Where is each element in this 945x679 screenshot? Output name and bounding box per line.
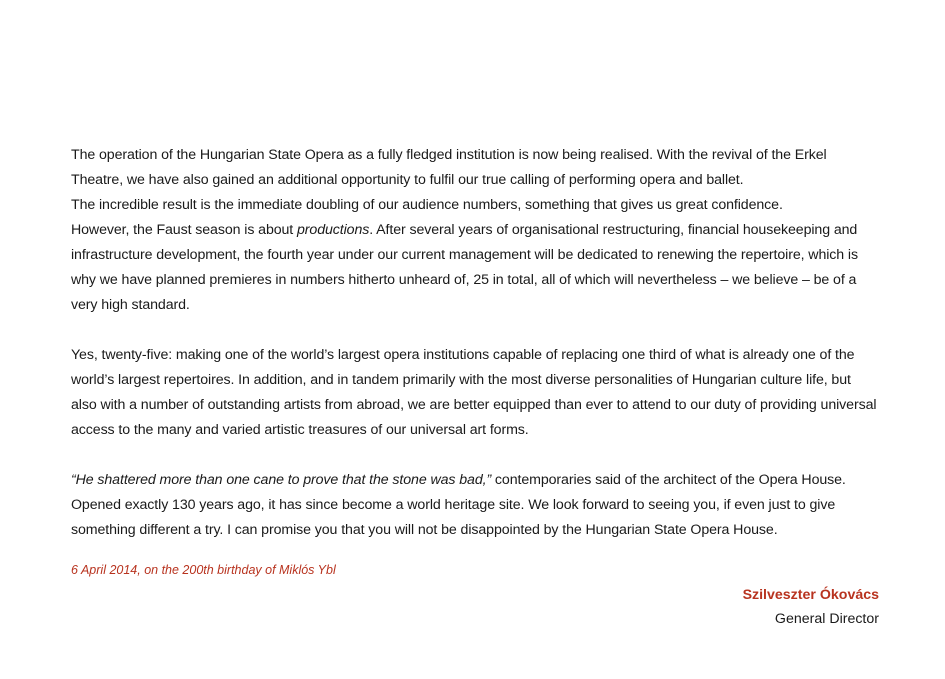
paragraph-1-sentence-b: The incredible result is the immediate doubling of our audience numbers, something that gives us great confidence. bbox=[71, 197, 783, 213]
paragraph-1-sentence-c-post: . After several years of organisational restructuring, financial housekeeping and infrastructure development, the fourth year under our current management will be dedicated to renewing the repertoire, which is why we have planned premieres in numbers hitherto unheard of, 25 in total, all of which will nevertheless – we believe – be of a very high standard. bbox=[71, 222, 858, 313]
letter-body bbox=[71, 143, 879, 629]
paragraph-2: Yes, twenty-five: making one of the world’s largest opera institutions capable of replacing one third of what is already one of the world’s largest repertoires. In addition, and in tandem primarily with the most diverse personalities of Hungarian culture life, but also with a number of outstanding artists from abroad, we are better equipped than ever to attend to our duty of providing universal access to the many and varied artistic treasures of our universal art forms. bbox=[71, 347, 877, 438]
paragraph-1-sentence-a: The operation of the Hungarian State Opera as a fully fledged institution is now being realised. With the revival of the Erkel Theatre, we have also gained an additional opportunity to fulfil our true calling of performing opera and ballet. bbox=[71, 147, 827, 188]
paragraph-spacer bbox=[71, 443, 879, 468]
signature bbox=[743, 583, 879, 631]
ybl-quote: “He shattered more than one cane to prove that the stone was bad,” bbox=[71, 472, 492, 488]
signatory-name: Szilveszter Ókovács bbox=[742, 587, 879, 603]
paragraph-1 bbox=[71, 143, 879, 318]
dateline: 6 April 2014, on the 200th birthday of Miklós Ybl bbox=[71, 563, 336, 577]
paragraph-1-sentence-c-pre: However, the Faust season is about bbox=[71, 222, 297, 238]
paragraph-spacer bbox=[71, 318, 879, 343]
paragraph-1-italic-word: productions bbox=[297, 222, 370, 238]
signatory-title: General Director bbox=[774, 611, 879, 627]
paragraph-3-rest: contemporaries said of the architect of the Opera House. Opened exactly 130 years ago, it has since become a world heritage site. We look forward to seeing you, if even just to give something different a try. I can promise you that you will not be disappointed by the Hungarian State Opera House. bbox=[71, 472, 846, 538]
paragraph-3 bbox=[71, 468, 879, 543]
signature-block bbox=[71, 583, 879, 629]
